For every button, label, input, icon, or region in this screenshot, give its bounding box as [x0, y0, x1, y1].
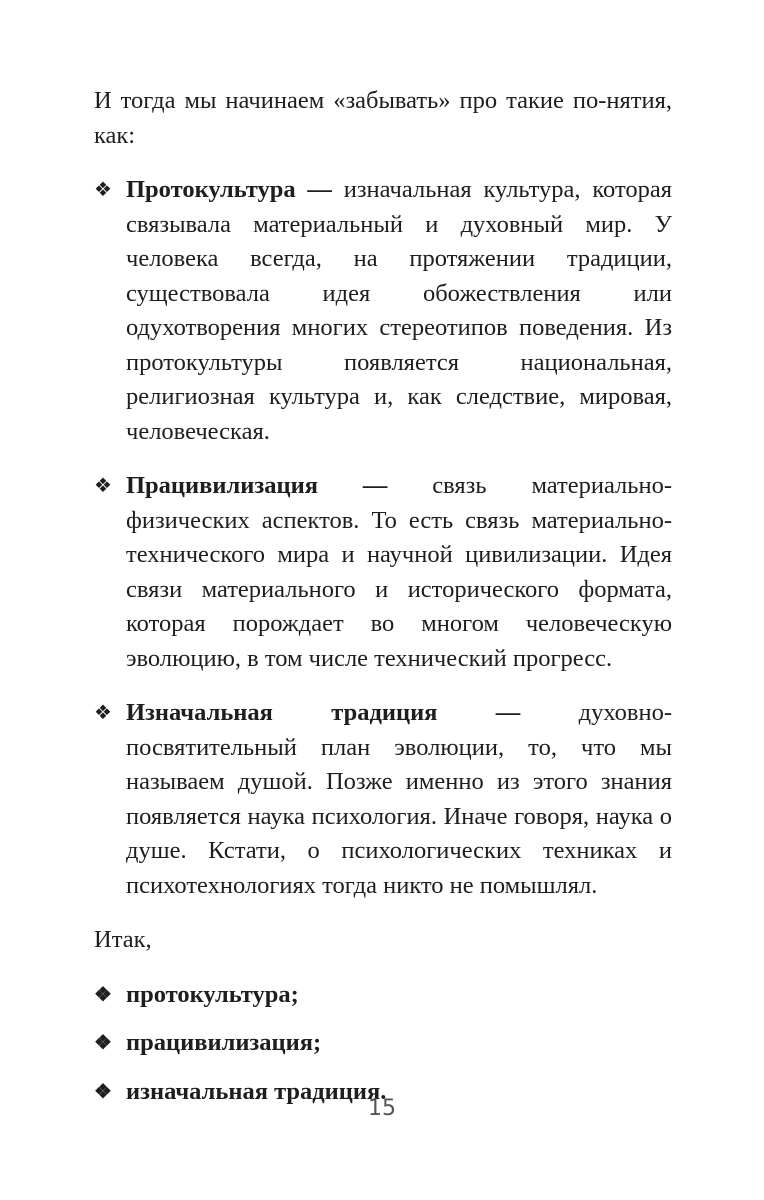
summary-text: працивилизация; [126, 1029, 322, 1056]
itak-text: Итак, [94, 926, 152, 953]
summary-text: изначальная традиция. [126, 1077, 387, 1105]
intro-text: И тогда мы начинаем «забывать» про такие по-нятия, как: [94, 87, 672, 149]
diamond-bullet-icon: ❖ [94, 1080, 112, 1103]
summary-text: протокультура; [126, 980, 299, 1008]
itak-paragraph [94, 923, 672, 958]
page-number: 15 [368, 1096, 396, 1121]
diamond-bullet-icon: ❖ [94, 983, 112, 1006]
definition-term: Працивилизация — [126, 472, 388, 499]
summary-item [94, 1026, 672, 1061]
definition-term: Протокультура — [126, 176, 332, 203]
summary-item [94, 978, 672, 1013]
definition-item [94, 696, 672, 903]
diamond-bullet-icon: ❖ [94, 702, 112, 724]
definitions-list [94, 173, 672, 903]
page-body [94, 84, 672, 1123]
definition-text: связь материально-физических аспектов. То есть связь материально-технического мира и научной цивилизации. Идея связи материального и исторического формата, которая порождает во многом человеческую эволюцию, в том числе технический прогресс. [126, 472, 672, 672]
definition-text: духовно-посвятительный план эволюции, то, что мы называем душой. Позже именно из этого знания появляется наука психология. Иначе говоря, наука о душе. Кстати, о психологических техниках и психотехнологиях тогда никто не помышлял. [126, 699, 672, 899]
diamond-bullet-icon: ❖ [94, 1032, 112, 1054]
diamond-bullet-icon: ❖ [94, 179, 112, 201]
intro-paragraph [94, 84, 672, 153]
definition-item [94, 469, 672, 676]
summary-list [94, 978, 672, 1110]
definition-text: изначальная культура, которая связывала материальный и духовный мир. У человека всегда, на протяжении традиции, существовала идея обожествления или одухотворения многих стереотипов поведения. Из протокультуры появляется национальная, религиозная культура и, как следствие, мировая, человеческая. [126, 176, 672, 445]
definition-term: Изначальная традиция — [126, 699, 521, 726]
diamond-bullet-icon: ❖ [94, 475, 112, 497]
definition-item [94, 173, 672, 449]
